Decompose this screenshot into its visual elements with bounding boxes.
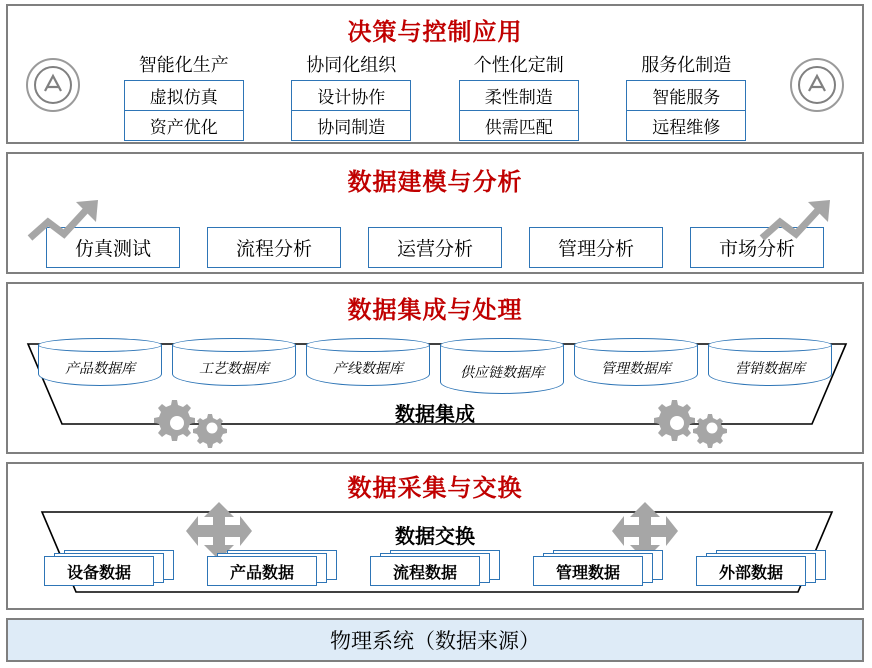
app-box[interactable]: 柔性制造 <box>459 80 579 111</box>
layer-title-data-modeling: 数据建模与分析 <box>347 169 523 196</box>
cylinder-top <box>708 338 832 352</box>
database-cylinder[interactable] <box>574 338 698 386</box>
layer-data-modeling <box>6 152 864 274</box>
column-intelligent-production <box>109 51 259 141</box>
layer-physical-system <box>6 618 864 662</box>
stack-label: 产品数据 <box>229 564 294 582</box>
app-box[interactable]: 设计协作 <box>291 80 411 111</box>
database-label: 产线数据库 <box>333 359 403 376</box>
analysis-box[interactable]: 流程分析 <box>207 227 341 268</box>
app-box[interactable]: 资产优化 <box>124 111 244 141</box>
data-stack[interactable] <box>696 550 826 586</box>
database-cylinder[interactable] <box>440 338 564 394</box>
trend-up-arrow-icon <box>26 196 112 253</box>
database-label: 产品数据库 <box>65 359 135 376</box>
data-exchange-label: 数据交换 <box>395 526 475 548</box>
stack-sheet-front <box>370 556 480 586</box>
app-store-icon <box>26 58 80 112</box>
stack-sheet-front <box>696 556 806 586</box>
analysis-box[interactable]: 仿真测试 <box>46 227 180 268</box>
column-collaborative-organization <box>276 51 426 141</box>
data-stack[interactable] <box>533 550 663 586</box>
decision-control-columns <box>8 51 862 141</box>
layer-data-collection <box>6 462 864 610</box>
database-label: 供应链数据库 <box>460 363 544 380</box>
layer-data-integration <box>6 282 864 454</box>
app-box[interactable]: 虚拟仿真 <box>124 80 244 111</box>
database-label: 工艺数据库 <box>199 359 269 376</box>
app-store-icon <box>790 58 844 112</box>
stack-sheet-front <box>533 556 643 586</box>
data-stack[interactable] <box>370 550 500 586</box>
physical-system-label: 物理系统（数据来源） <box>330 630 540 653</box>
cylinder-top <box>172 338 296 352</box>
cylinder-top <box>440 338 564 352</box>
layer-title-data-integration: 数据集成与处理 <box>347 297 523 324</box>
stack-label: 设备数据 <box>66 564 131 582</box>
column-heading: 协同化组织 <box>306 55 397 75</box>
layer-title-data-collection: 数据采集与交换 <box>347 475 523 502</box>
database-label: 管理数据库 <box>601 359 671 376</box>
database-cylinder[interactable] <box>38 338 162 386</box>
column-heading: 个性化定制 <box>473 55 564 75</box>
database-label: 营销数据库 <box>735 359 805 376</box>
column-heading: 智能化生产 <box>138 55 229 75</box>
data-stack[interactable] <box>207 550 337 586</box>
layer-decision-control <box>6 4 864 144</box>
database-cylinder[interactable] <box>708 338 832 386</box>
stack-label: 流程数据 <box>392 564 457 582</box>
analysis-box[interactable]: 市场分析 <box>690 227 824 268</box>
stack-sheet-front <box>44 556 154 586</box>
analysis-box[interactable]: 管理分析 <box>529 227 663 268</box>
trend-up-arrow-icon <box>758 196 844 253</box>
database-cylinder[interactable] <box>306 338 430 386</box>
data-modeling-boxes <box>8 227 862 268</box>
analysis-box[interactable]: 运营分析 <box>368 227 502 268</box>
app-box[interactable]: 协同制造 <box>291 111 411 141</box>
column-personalized-customization <box>444 51 594 141</box>
cylinder-top <box>574 338 698 352</box>
cylinder-top <box>306 338 430 352</box>
stack-label: 管理数据 <box>555 564 620 582</box>
data-integration-label: 数据集成 <box>395 404 475 426</box>
app-box[interactable]: 智能服务 <box>626 80 746 111</box>
layer-title-decision-control: 决策与控制应用 <box>347 19 523 46</box>
app-box[interactable]: 远程维修 <box>626 111 746 141</box>
cylinder-top <box>38 338 162 352</box>
column-service-manufacturing <box>611 51 761 141</box>
data-stack[interactable] <box>44 550 174 586</box>
data-stack-row <box>44 550 826 586</box>
column-heading: 服务化制造 <box>641 55 732 75</box>
stack-label: 外部数据 <box>718 564 783 582</box>
database-row <box>38 338 832 394</box>
app-box[interactable]: 供需匹配 <box>459 111 579 141</box>
stack-sheet-front <box>207 556 317 586</box>
cylinder-body <box>440 345 564 394</box>
database-cylinder[interactable] <box>172 338 296 386</box>
